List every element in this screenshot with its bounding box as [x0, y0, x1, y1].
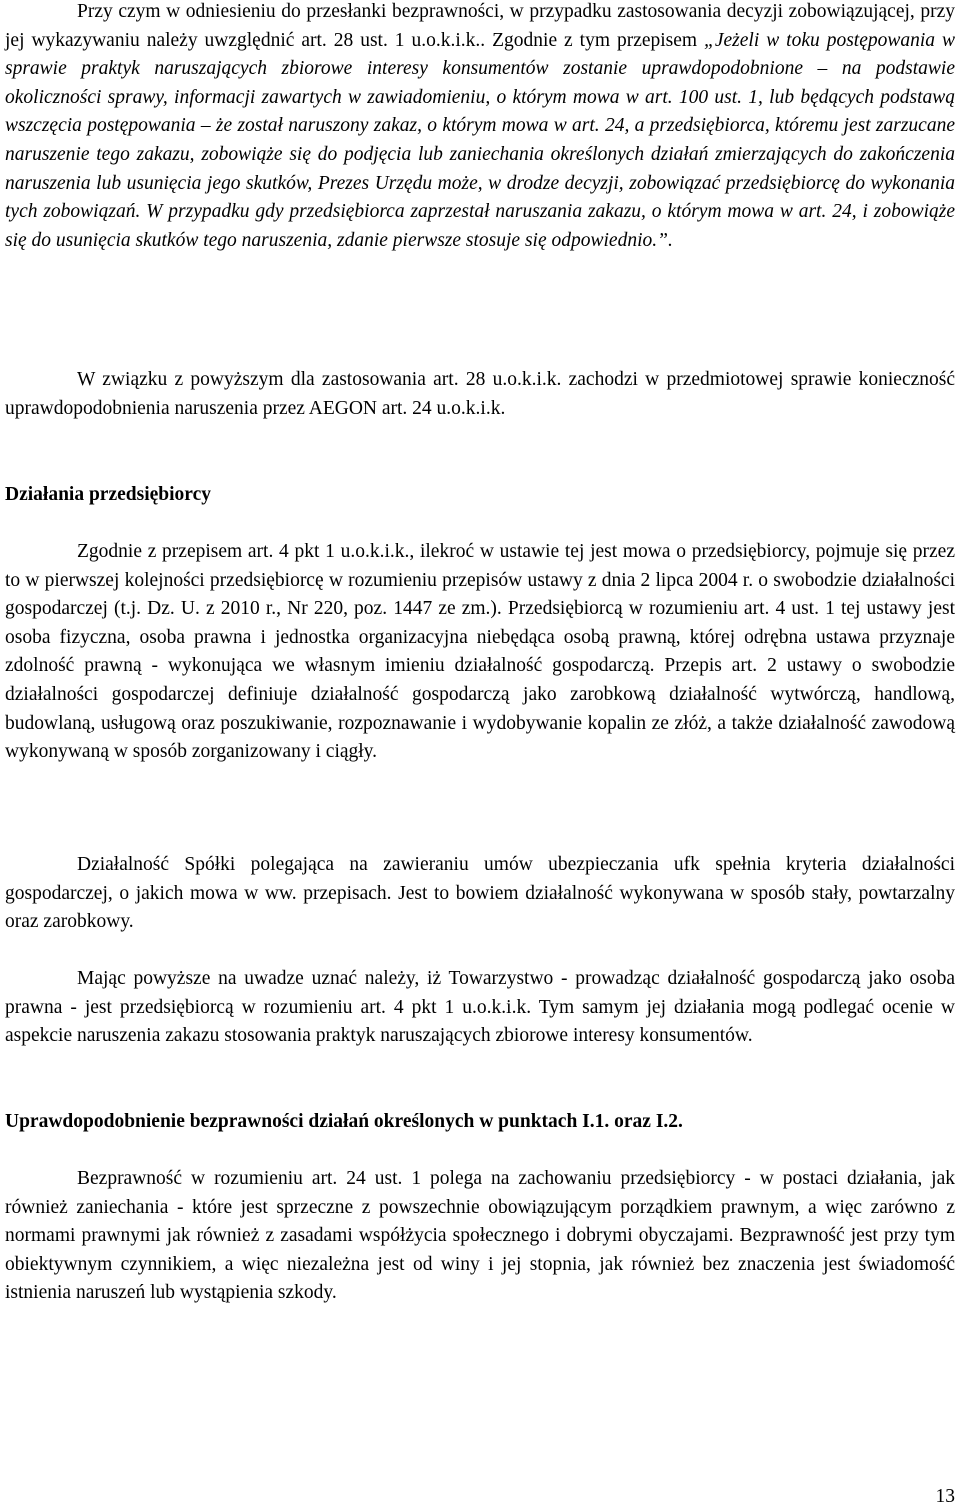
section-heading-uprawdopodobnienie: Uprawdopodobnienie bezprawności działań określonych w punktach I.1. oraz I.2. [5, 1111, 683, 1132]
paragraph-bezprawnosc-intro [5, 0, 955, 255]
statute-quote: „Jeżeli w toku postępowania w sprawie praktyk naruszających zbiorowe interesy konsumentów zostanie uprawdopodobnione – na podstawie okoliczności sprawy, informacji zawartych w zawiadomieniu, o którym mowa w art. 100 ust. 1, lub będących podstawą wszczęcia postępowania – że został naruszony zakaz, o którym mowa w art. 24, a przedsiębiorca, któremu jest zarzucane naruszenie tego zakazu, zobowiąże się do podjęcia lub zaniechania określonych działań zmierzających do zakończenia naruszenia lub usunięcia jego skutków, Prezes Urzędu może, w drodze decyzji, zobowiązać przedsiębiorcę do wykonania tych zobowiązań. W przypadku gdy przedsiębiorca zaprzestał naruszania zakazu, o którym mowa w art. 24, i zobowiąże się do usunięcia skutków tego naruszenia, zdanie pierwsze stosuje się odpowiednio.”. [5, 29, 955, 251]
paragraph-przedsiebiorca-definition: Zgodnie z przepisem art. 4 pkt 1 u.o.k.i.k., ilekroć w ustawie tej jest mowa o przedsiębiorcy, pojmuje się przez to w pierwszej kolejności przedsiębiorcę w rozumieniu przepisów ustawy z dnia 2 lipca 2004 r. o swobodzie działalności gospodarczej (t.j. Dz. U. z 2010 r., Nr 220, poz. 1447 ze zm.). Przedsiębiorcą w rozumieniu art. 4 ust. 1 tej ustawy jest osoba fizyczna, osoba prawna i jednostka organizacyjna niebędąca osobą prawną, której odrębna ustawa przyznaje zdolność prawną - wykonująca we własnym imieniu działalność gospodarczą. Przepis art. 2 ustawy o swobodzie działalności gospodarczej definiuje działalność gospodarczą jako zarobkową działalność wytwórczą, handlową, budowlaną, usługową oraz poszukiwanie, rozpoznawanie i wydobywanie kopalin ze złóż, a także działalność zawodową wykonywaną w sposób zorganizowany i ciągły. [5, 541, 955, 763]
paragraph-lead-text: Przy czym w odniesieniu do przesłanki bezprawności, w przypadku zastosowania decyzji zobowiązującej, przy jej wykazywaniu należy uwzględnić art. 28 ust. 1 u.o.k.i.k.. Zgodnie z tym przepisem [5, 1, 955, 51]
paragraph-spolka-activity: Działalność Spółki polegająca na zawieraniu umów ubezpieczania ufk spełnia kryteria działalności gospodarczej, o jakich mowa w ww. przepisach. Jest to bowiem działalność wykonywana w sposób stały, powtarzalny oraz zarobkowy. [5, 854, 955, 933]
paragraph-art28-conclusion: W związku z powyższym dla zastosowania art. 28 u.o.k.i.k. zachodzi w przedmiotowej sprawie konieczność uprawdopodobnienia naruszenia przez AEGON art. 24 u.o.k.i.k. [5, 369, 955, 419]
page-number: 13 [935, 1486, 955, 1507]
section-heading-dzialania: Działania przedsiębiorcy [5, 484, 211, 505]
paragraph-towarzystwo-conclusion: Mając powyższe na uwadze uznać należy, iż Towarzystwo - prowadząc działalność gospodarczą jako osoba prawna - jest przedsiębiorcą w rozumieniu art. 4 pkt 1 u.o.k.i.k. Tym samym jej działania mogą podlegać ocenie w aspekcie naruszenia zakazu stosowania praktyk naruszających zbiorowe interesy konsumentów. [5, 968, 955, 1047]
paragraph-bezprawnosc-definition: Bezprawność w rozumieniu art. 24 ust. 1 polega na zachowaniu przedsiębiorcy - w postaci działania, jak również zaniechania - które jest sprzeczne z powszechnie obowiązującym porządkiem prawnym, a więc zarówno z normami prawnymi jak również z zasadami współżycia społecznego i dobrymi obyczajami. Bezprawność jest przy tym obiektywnym czynnikiem, a więc niezależna jest od winy i jej stopnia, jak również bez znaczenia jest świadomość istnienia naruszeń lub wystąpienia szkody. [5, 1168, 955, 1304]
